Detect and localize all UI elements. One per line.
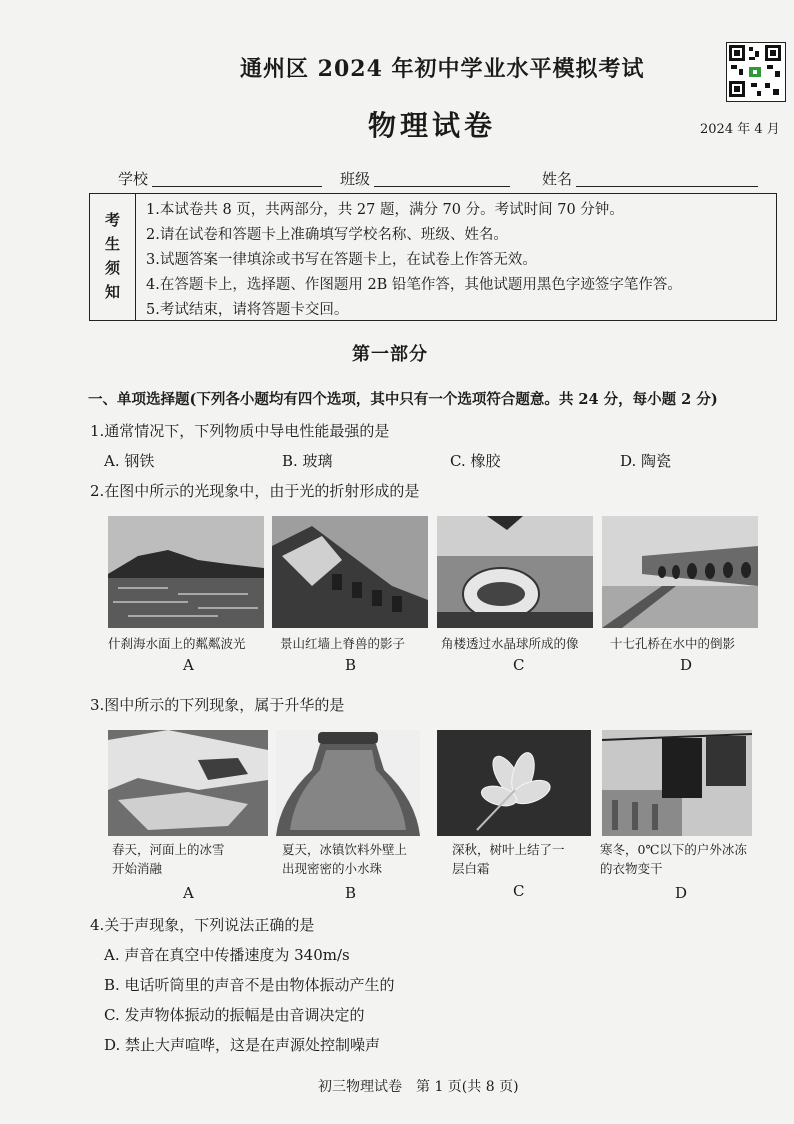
- page-footer: 初三物理试卷 第 1 页(共 8 页): [318, 1079, 519, 1095]
- student-info-row: [118, 168, 768, 190]
- class-label: 班级: [340, 170, 371, 188]
- subject-title: 物理试卷: [368, 109, 497, 142]
- q2-option-a[interactable]: A: [183, 656, 194, 674]
- question-1-stem: 1.通常情况下，下列物质中导电性能最强的是: [90, 422, 390, 440]
- q3-caption-c: 深秋，树叶上结了一 层白霜: [452, 842, 565, 876]
- q2-photo-crystal-ball: [437, 516, 593, 628]
- part-title: 第一部分: [352, 344, 428, 365]
- qr-code-icon: [726, 42, 786, 102]
- q2-option-c[interactable]: C: [513, 656, 525, 674]
- question-4-option-c[interactable]: C. 发声物体振动的振幅是由音调决定的: [104, 1006, 365, 1024]
- q3-photo-frost-leaf: [437, 730, 591, 836]
- q3-photo-frozen-clothes: [602, 730, 752, 836]
- question-1-option-c[interactable]: C. 橡胶: [450, 452, 501, 470]
- q2-photo-seventeen-arch-bridge: [602, 516, 758, 628]
- q3-option-c[interactable]: C: [513, 882, 525, 900]
- exam-date: 2024 年 4 月: [700, 122, 780, 137]
- school-label: 学校: [118, 170, 149, 188]
- school-field[interactable]: [152, 186, 322, 187]
- q2-caption-c: 角楼透过水晶球所成的像: [441, 636, 579, 651]
- notice-item: 1.本试卷共 8 页，共两部分，共 27 题，满分 70 分。考试时间 70 分钟。: [146, 202, 624, 218]
- question-4-option-d[interactable]: D. 禁止大声喧哗，这是在声源处控制噪声: [104, 1036, 381, 1054]
- name-label: 姓名: [542, 170, 573, 188]
- question-4-option-a[interactable]: A. 声音在真空中传播速度为 340m/s: [104, 946, 350, 964]
- question-1-option-a[interactable]: A. 钢铁: [104, 452, 155, 470]
- candidate-notice-box: [89, 193, 777, 321]
- question-4-option-b[interactable]: B. 电话听筒里的声音不是由物体振动产生的: [104, 976, 395, 994]
- q2-caption-a: 什刹海水面上的粼粼波光: [108, 636, 246, 651]
- q3-photo-melting-ice: [108, 730, 268, 836]
- exam-title: 通州区 2024 年初中学业水平模拟考试: [240, 56, 645, 82]
- q3-caption-d: 寒冬，0℃以下的户外冰冻 的衣物变干: [600, 842, 747, 876]
- q2-caption-b: 景山红墙上脊兽的影子: [280, 636, 406, 651]
- q2-option-b[interactable]: B: [345, 656, 357, 674]
- class-field[interactable]: [374, 186, 510, 187]
- notice-item: 4.在答题卡上，选择题、作图题用 2B 铅笔作答，其他试题用黑色字迹签字笔作答。: [146, 277, 682, 293]
- notice-item: 2.请在试卷和答题卡上准确填写学校名称、班级、姓名。: [146, 227, 508, 243]
- q2-caption-d: 十七孔桥在水中的倒影: [610, 636, 736, 651]
- q3-option-b[interactable]: B: [345, 884, 357, 902]
- q3-caption-b: 夏天，冰镇饮料外壁上 出现密密的小水珠: [282, 842, 408, 876]
- notice-item: 5.考试结束，请将答题卡交回。: [146, 302, 349, 318]
- q3-option-d[interactable]: D: [675, 884, 688, 902]
- q3-option-a[interactable]: A: [183, 884, 194, 902]
- question-3-stem: 3.图中所示的下列现象，属于升华的是: [90, 696, 345, 714]
- question-4-stem: 4.关于声现象，下列说法正确的是: [90, 916, 315, 934]
- notice-side-label: 考 生 须 知: [90, 194, 136, 320]
- name-field[interactable]: [576, 186, 758, 187]
- question-1-option-b[interactable]: B. 玻璃: [282, 452, 333, 470]
- notice-items: [146, 198, 682, 323]
- q2-photo-lake-ripples: [108, 516, 264, 628]
- question-2-stem: 2.在图中所示的光现象中，由于光的折射形成的是: [90, 482, 420, 500]
- q3-photo-cold-bottle: [276, 730, 420, 836]
- q2-photo-roof-beast-shadow: [272, 516, 428, 628]
- q2-option-d[interactable]: D: [680, 656, 693, 674]
- notice-item: 3.试题答案一律填涂或书写在答题卡上，在试卷上作答无效。: [146, 252, 537, 268]
- question-1-option-d[interactable]: D. 陶瓷: [620, 452, 672, 470]
- section-title: 一、单项选择题(下列各小题均有四个选项，其中只有一个选项符合题意。共 24 分，每小题 2 分): [88, 391, 718, 408]
- q3-caption-a: 春天，河面上的冰雪 开始消融: [112, 842, 225, 876]
